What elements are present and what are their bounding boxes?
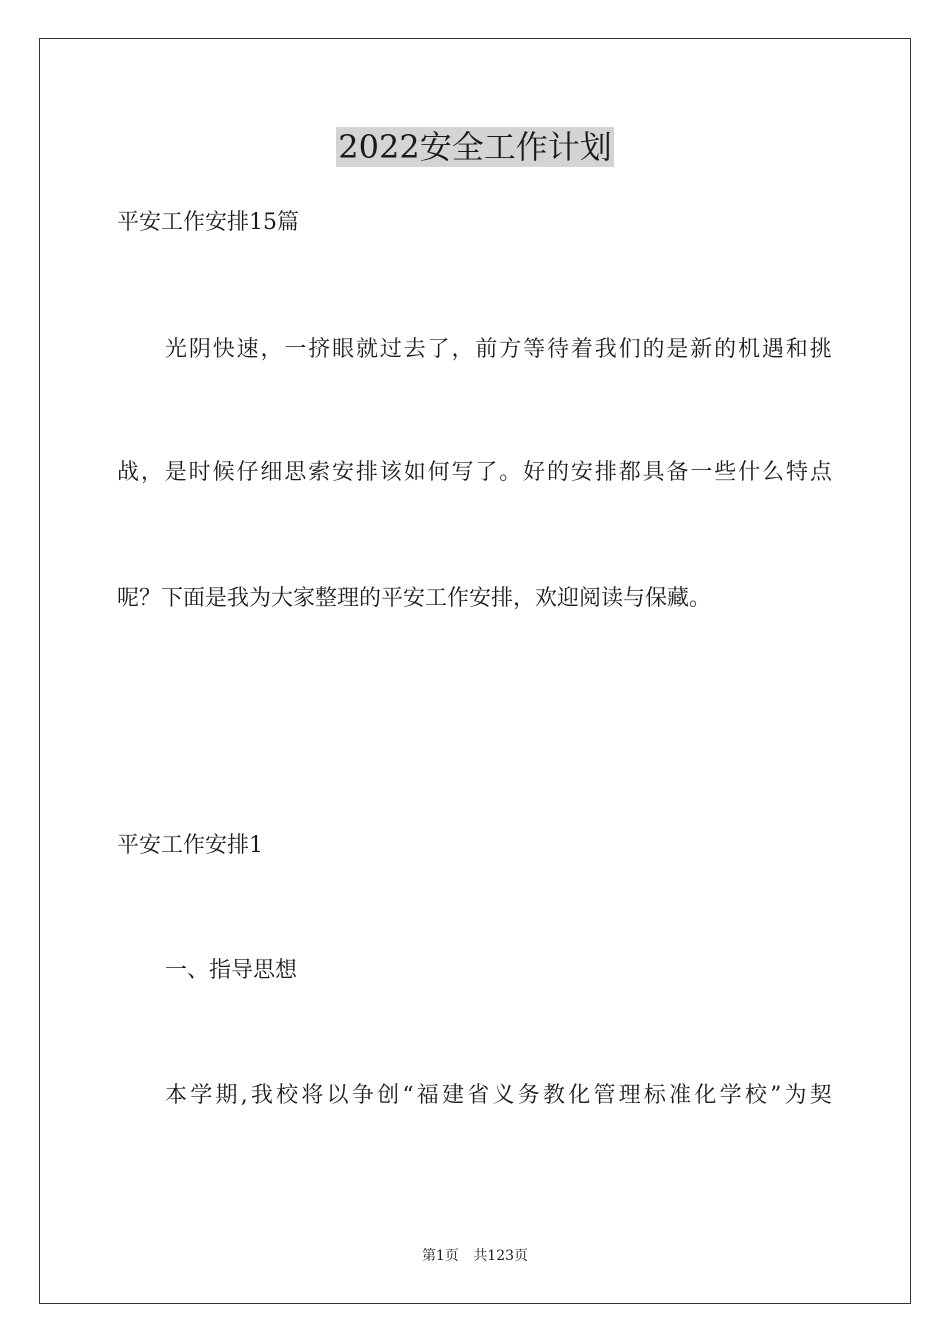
intro-line-1: 光 阴 快 速 ， 一 挤 眼 就 过 去 了 ， 前 方 等 待 着 我 们 的 是 新 的 机 遇 和 挑 <box>165 337 832 362</box>
document-title: 2022安全工作计划 <box>338 128 612 166</box>
title-container <box>0 127 950 167</box>
subheading-guiding-thought: 一、指导思想 <box>165 958 298 983</box>
page-number: 第1页 <box>421 1248 459 1264</box>
total-pages: 共123页 <box>473 1248 529 1264</box>
page-footer <box>0 1246 950 1266</box>
section-heading: 平安工作安排1 <box>117 833 263 858</box>
body-line-1: 本 学 期 , 我 校 将 以 争 创 “ 福 建 省 义 务 教 化 管 理 标 准 化 学 校 ” 为 契 <box>165 1083 832 1108</box>
document-subtitle: 平安工作安排15篇 <box>117 210 299 235</box>
intro-line-3: 呢？下面是我为大家整理的平安工作安排，欢迎阅读与保藏。 <box>117 586 712 611</box>
intro-line-2: 战 ， 是 时 候 仔 细 思 索 安 排 该 如 何 写 了 。 好 的 安 排 都 具 备 一 些 什 么 特 点 <box>117 460 832 485</box>
